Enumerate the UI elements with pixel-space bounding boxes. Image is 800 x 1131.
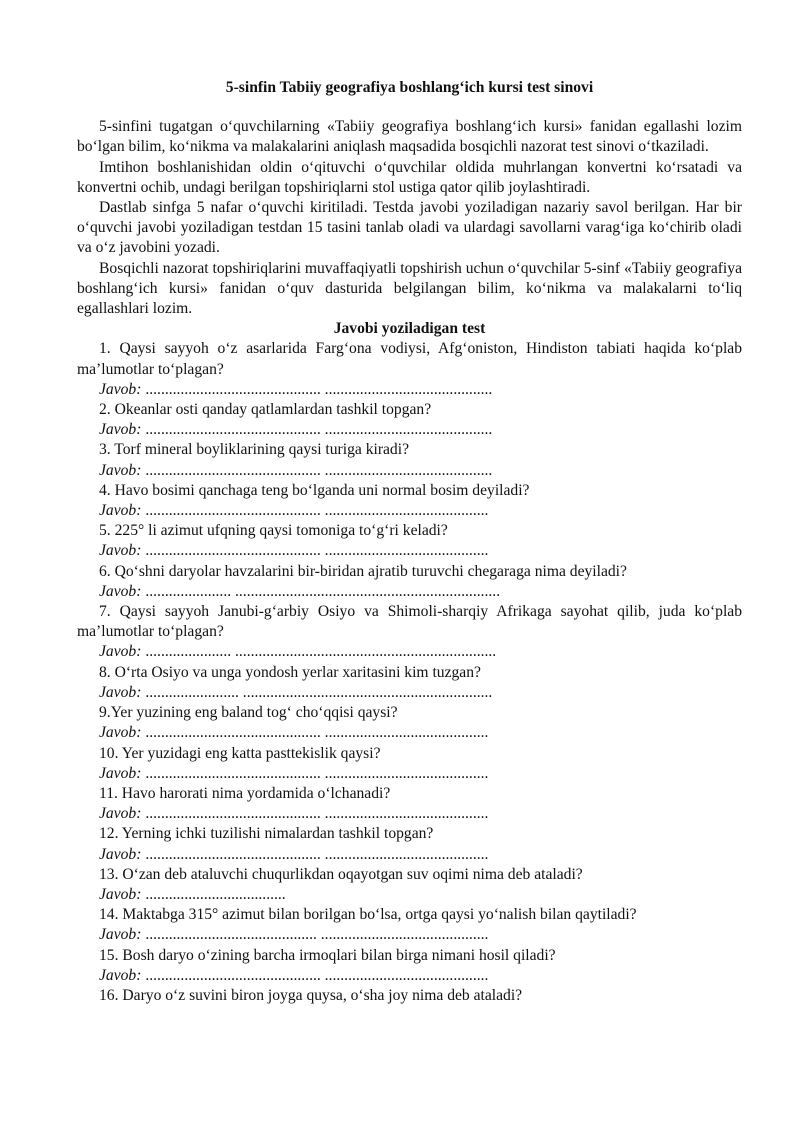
answer-label: Javob: — [99, 683, 142, 701]
answer-line[interactable] — [77, 541, 742, 561]
question-text: 8. O‘rta Osiyo va unga yondosh yerlar xaritasini kim tuzgan? — [99, 663, 481, 681]
answer-blank[interactable]: ............................................. ........................................... — [145, 421, 493, 439]
question-text: 11. Havo harorati nima yordamida o‘lchanadi? — [99, 784, 391, 802]
answer-line[interactable] — [77, 966, 742, 986]
answer-blank[interactable]: ............................................. ........................................... — [145, 380, 493, 398]
document-page — [77, 78, 742, 1006]
question-text: 1. Qaysi sayyoh o‘z asarlarida Farg‘ona vodiysi, Afg‘oniston, Hindiston tabiati haqida ko‘plab ma’lumotlar to‘plagan? — [77, 340, 742, 378]
answer-line[interactable] — [77, 380, 742, 400]
answer-line[interactable] — [77, 804, 742, 824]
section-title: Javobi yoziladigan test — [333, 320, 486, 338]
question-text: 9.Yer yuzining eng baland tog‘ cho‘qqisi qaysi? — [99, 704, 398, 722]
question-text: 4. Havo bosimi qanchaga teng bo‘lganda uni normal bosim deyiladi? — [99, 481, 530, 499]
question-text: 6. Qo‘shni daryolar havzalarini bir-biridan ajratib turuvchi chegaraga nima deyiladi? — [99, 562, 627, 580]
answer-line[interactable] — [77, 642, 742, 662]
answer-line[interactable] — [77, 501, 742, 521]
answer-blank[interactable]: ............................................ ........................................... — [145, 926, 489, 944]
intro-paragraph: Imtihon boshlanishidan oldin o‘qituvchi o‘quvchilar oldida muhrlangan konvertni ko‘rsatadi va konvertni ochib, undagi berilgan topshiriqlarni stol ustiga qator qilib joylashtiradi. — [77, 158, 742, 196]
intro-paragraph: 5-sinfini tugatgan o‘quvchilarning «Tabiiy geografiya boshlang‘ich kursi» fanidan egallashi lozim bo‘lgan bilim, ko‘nikma va malakalarini aniqlash maqsadida bosqichli nazorat test sinovi o‘tkaziladi. — [77, 118, 742, 156]
answer-blank[interactable]: ...................... ................................................................... — [145, 643, 497, 661]
question-text: 14. Maktabga 315° azimut bilan borilgan bo‘lsa, ortga qaysi yo‘nalish bilan qaytiladi? — [99, 906, 637, 924]
question-text: 3. Torf mineral boyliklarining qaysi turiga kiradi? — [99, 441, 409, 459]
answer-label: Javob: — [99, 885, 142, 903]
answer-label: Javob: — [99, 724, 142, 742]
answer-label: Javob: — [99, 582, 142, 600]
question-text: 16. Daryo o‘z suvini biron joyga quysa, o‘sha joy nima deb ataladi? — [99, 986, 523, 1004]
answer-blank[interactable]: ............................................. .......................................... — [145, 845, 489, 863]
answer-label: Javob: — [99, 805, 142, 823]
question-list — [77, 339, 742, 1006]
answer-label: Javob: — [99, 764, 142, 782]
answer-blank[interactable]: ............................................. ........................................... — [145, 461, 493, 479]
answer-label: Javob: — [99, 926, 142, 944]
answer-label: Javob: — [99, 502, 142, 520]
answer-line[interactable] — [77, 885, 742, 905]
intro-paragraph: Dastlab sinfga 5 nafar o‘quvchi kiritiladi. Testda javobi yoziladigan nazariy savol berilgan. Har bir o‘quvchi javobi yoziladigan testdan 15 tasini tanlab oladi va ulardagi savollarni varag‘iga ko‘chirib oladi va o‘z javobini yozadi. — [77, 199, 742, 257]
answer-line[interactable] — [77, 925, 742, 945]
answer-line[interactable] — [77, 764, 742, 784]
answer-blank[interactable]: .................................... — [145, 885, 286, 903]
answer-blank[interactable]: ............................................. .......................................... — [145, 764, 489, 782]
question-text: 12. Yerning ichki tuzilishi nimalardan tashkil topgan? — [99, 825, 434, 843]
answer-label: Javob: — [99, 421, 142, 439]
answer-line[interactable] — [77, 461, 742, 481]
question-text: 10. Yer yuzidagi eng katta pasttekislik qaysi? — [99, 744, 381, 762]
answer-blank[interactable]: ............................................. .......................................... — [145, 966, 489, 984]
answer-label: Javob: — [99, 966, 142, 984]
intro-section — [77, 117, 742, 319]
answer-label: Javob: — [99, 461, 142, 479]
question-text: 5. 225° li azimut ufqning qaysi tomoniga to‘g‘ri keladi? — [99, 522, 448, 540]
question-text: 13. O‘zan deb ataluvchi chuqurlikdan oqayotgan suv oqimi nima deb ataladi? — [99, 865, 583, 883]
intro-paragraph: Bosqichli nazorat topshiriqlarini muvaffaqiyatli topshirish uchun o‘quvchilar 5-sinf «Tabiiy geografiya boshlang‘ich kursi» fanidan o‘quv dasturida belgilangan bilim, ko‘nikma va malakalarni to‘liq egallashlari lozim. — [77, 259, 742, 318]
question-text: 7. Qaysi sayyoh Janubi-g‘arbiy Osiyo va Shimoli-sharqiy Afrikaga sayohat qilib, juda ko‘plab ma’lumotlar to‘plagan? — [77, 603, 742, 641]
answer-label: Javob: — [99, 380, 142, 398]
answer-line[interactable] — [77, 845, 742, 865]
answer-label: Javob: — [99, 643, 142, 661]
document-title: 5-sinfin Tabiiy geografiya boshlang‘ich kursi test sinovi — [225, 79, 594, 96]
answer-blank[interactable]: ...................... .................................................................... — [145, 582, 501, 600]
answer-blank[interactable]: ............................................. .......................................... — [145, 724, 489, 742]
answer-blank[interactable]: ............................................. .......................................... — [145, 502, 489, 520]
answer-line[interactable] — [77, 420, 742, 440]
answer-line[interactable] — [77, 582, 742, 602]
answer-blank[interactable]: ............................................. .......................................... — [145, 805, 489, 823]
question-text: 15. Bosh daryo o‘zining barcha irmoqlari bilan birga nimani hosil qiladi? — [99, 946, 556, 964]
answer-label: Javob: — [99, 845, 142, 863]
answer-line[interactable] — [77, 723, 742, 743]
answer-blank[interactable]: ............................................. .......................................... — [145, 542, 489, 560]
answer-blank[interactable]: ........................ ................................................................ — [145, 683, 493, 701]
question-text: 2. Okeanlar osti qanday qatlamlardan tashkil topgan? — [99, 401, 432, 419]
answer-label: Javob: — [99, 542, 142, 560]
answer-line[interactable] — [77, 683, 742, 703]
